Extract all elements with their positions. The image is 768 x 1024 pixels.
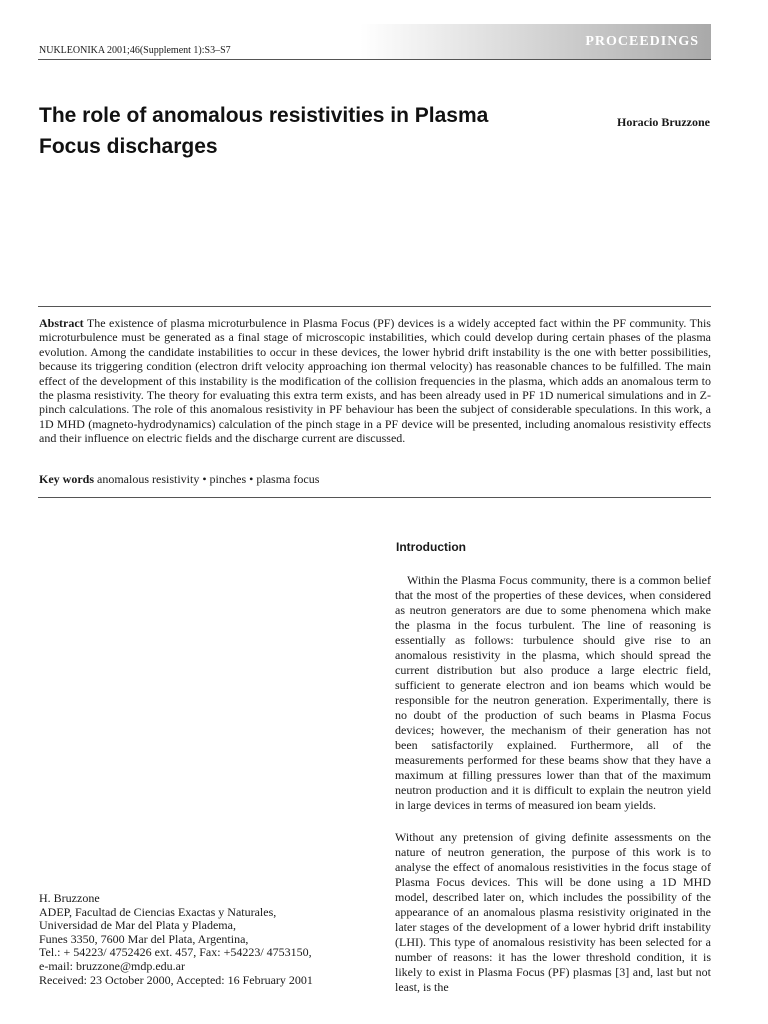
proceedings-banner: [360, 24, 711, 60]
affiliation-email: e-mail: bruzzone@mdp.edu.ar: [39, 958, 185, 973]
header-divider: [38, 59, 711, 60]
abstract-label: Abstract: [39, 316, 84, 330]
affiliation-line: Universidad de Mar del Plata y Pladema,: [39, 918, 236, 932]
affiliation-line: Tel.: + 54223/ 4752426 ext. 457, Fax: +54223/ 4753150,: [39, 945, 312, 959]
keywords-label: Key words: [39, 472, 94, 486]
keywords-divider: [38, 497, 711, 498]
keywords-text: anomalous resistivity • pinches • plasma focus: [97, 472, 320, 486]
abstract-divider: [38, 306, 711, 307]
introduction-paragraph-2: Without any pretension of giving definite assessments on the nature of neutron generation, the purpose of this work is to analyse the effect of anomalous resistivities in the focus stage of Plasma Focus devices. This will be done using a 1D MHD model, described later on, which includes the possibility of the appearance of an anomalous plasma resistivity originated in the later stages of the development of a lower hybrid drift instability (LHI). This type of anomalous resistivity has been selected for a number of reasons: it has the lower threshold condition, it is likely to exist in Plasma Focus (PF) plasmas [3] and, last but not least, is the: [395, 830, 711, 994]
introduction-paragraph-1: Within the Plasma Focus community, there is a common belief that the most of the properties of these devices, when considered as neutron generators are due to some phenomena which make the plasma in the focus turbulent. The line of reasoning is essentially as follows: turbulence should give rise to an anomalous resistivity in the plasma, which should spread the current distribution but also produce a large electric field, sufficient to generate electron and ion beams which would be responsible for the neutron generation. Experimentally, there is no doubt of the production of such beams in Plasma Focus devices; however, the mechanism of their generation has not been satisfactorily explained. Furthermore, all of the measurements performed for these beams show that they have a maximum at filling pressures lower than that of the maximum neutron production and it is difficult to explain the neutron yield in large devices in terms of measured ion beam yields.: [395, 573, 711, 812]
affiliation-line: Funes 3350, 7600 Mar del Plata, Argentina,: [39, 931, 249, 946]
affiliation-line: ADEP, Facultad de Ciencias Exactas y Naturales,: [39, 904, 277, 919]
received-dates: Received: 23 October 2000, Accepted: 16 February 2001: [39, 973, 313, 987]
abstract-text: The existence of plasma microturbulence in Plasma Focus (PF) devices is a widely accepted fact within the PF community. This microturbulence must be generated as a final stage of microscopic instabilities, which could develop during certain phases of the plasma evolution. Among the candidate instabilities to occur in these devices, the lower hybrid drift instability is the one with better possibilities, because its triggering condition (electron drift velocity approaching ion thermal velocity) has reasonable chances to be fulfilled. The main effect of the development of this instability is the modification of the collision frequencies in the plasma, which adds an anomalous term to the plasma resistivity. The theory for evaluating this extra term exists, and has been already used in PF 1D numerical simulations and in Z-pinch calculations. The role of this anomalous resistivity in PF behaviour has been the subject of considerable speculations. In this work, a 1D MHD (magneto-hydrodynamics) calculation of the pinch stage in a PF device will be presented, including anomalous resistivity effects and their influence on electric fields and the discharge current are discussed.: [39, 316, 711, 446]
affiliation-line: H. Bruzzone: [39, 891, 100, 905]
keywords: [39, 472, 319, 487]
author-affiliation: [39, 892, 359, 973]
section-heading-introduction: Introduction: [396, 540, 466, 554]
author-name: Horacio Bruzzone: [617, 115, 710, 129]
article-title: The role of anomalous resistivities in Plasma Focus discharges: [39, 104, 489, 158]
abstract: [39, 316, 711, 446]
journal-reference: NUKLEONIKA 2001;46(Supplement 1):S3–S7: [39, 45, 231, 56]
banner-label: PROCEEDINGS: [585, 34, 699, 49]
